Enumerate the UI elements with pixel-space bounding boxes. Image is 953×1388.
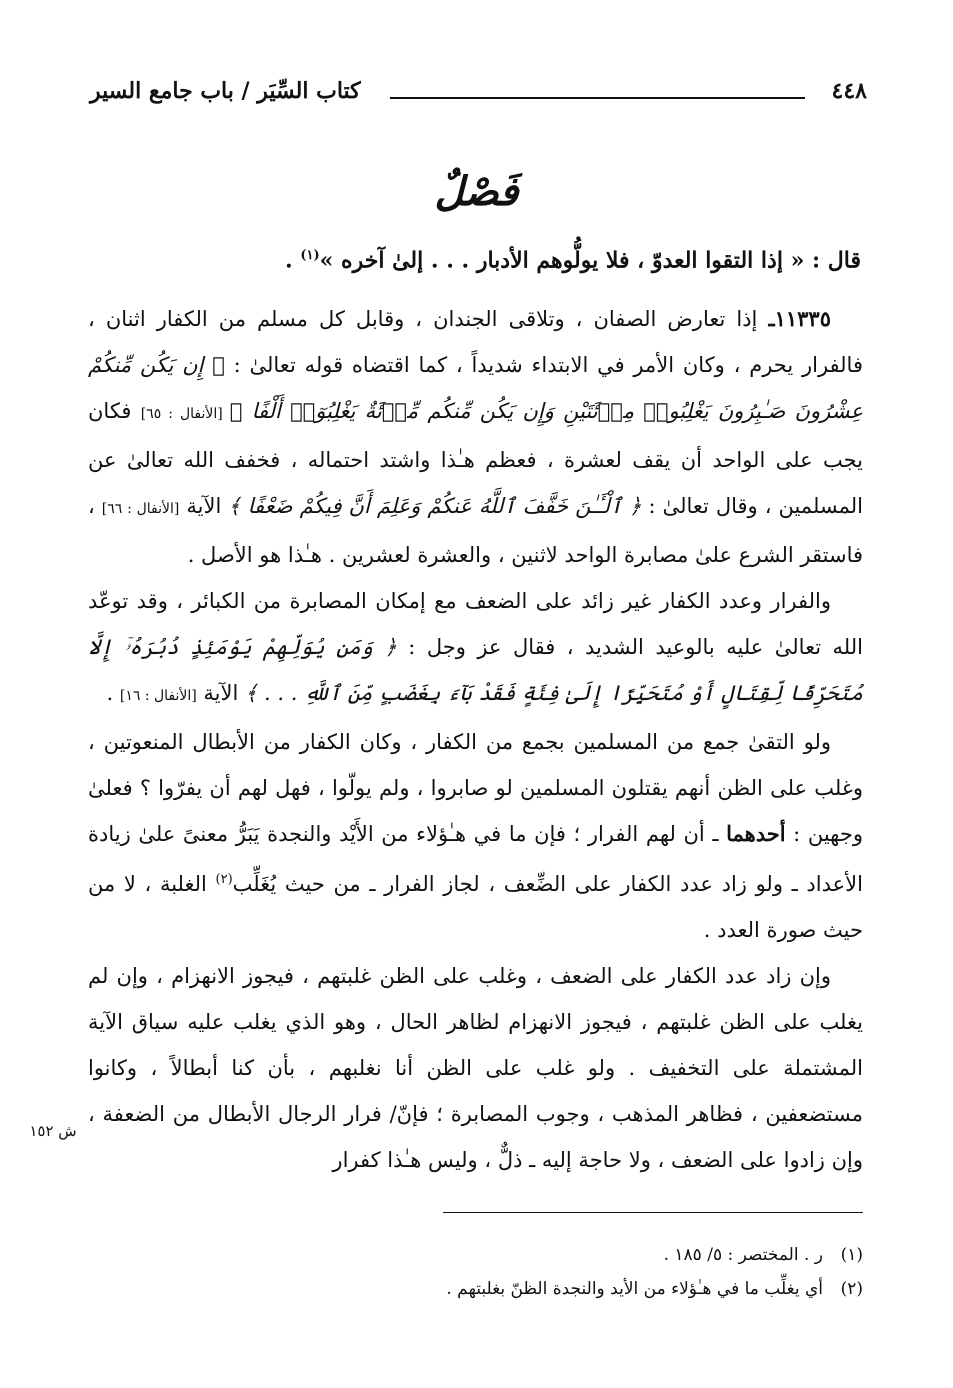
lead-text: قال : « إذا التقوا العدوّ ، فلا يولُّوهم الأدبار . . . إلىٰ آخره » (319, 247, 861, 274)
header-rule (390, 97, 805, 99)
quran-verse-1: ﴿ إِن يَكُن مِّنكُمْ عِشْرُونَ صَـٰبِرُونَ يَغْلِبُوا۟ مِا۟ئَتَيْنِ وَإِن يَكُن مِّنكُم مِّا۟ئَةٌ يَغْلِبُوٓا۟ أَلْفًا ﴾ (88, 353, 863, 423)
page-number: ٤٤٨ (831, 78, 867, 104)
paragraph-3 (88, 719, 863, 953)
footnote-separator (443, 1212, 863, 1213)
paragraph-1-text-c: الآية (179, 494, 229, 518)
header-title: كتاب السِّيَر / باب جامع السير (90, 78, 361, 104)
body-text (88, 296, 863, 1183)
footnote-ref-2: (٢) (215, 872, 233, 887)
footnote-1 (90, 1238, 863, 1272)
paragraph-1-text-a: إذا تعارض الصفان ، وتلاقى الجندان ، وقابل كل مسلم من الكفار اثنان ، فالفرار يحرم ، وكان الأمر في الابتداء شديداً ، كما اقتضاه قوله تعالىٰ : (88, 307, 863, 377)
paragraph-2-text-b: الآية (196, 681, 246, 705)
margin-note: ش ١٥٢ (29, 1122, 77, 1140)
verse-ref-1: [الأنفال : ٦٥] (140, 406, 230, 422)
quran-verse-3: ﴿ وَمَن يُوَلِّهِمْ يَوْمَئِذٍ دُبُرَهُۥٓ إِلَّا مُتَحَرِّفًا لِّقِتَالٍ أَوْ مُتَحَيِّزًا إِلَىٰ فِئَةٍ فَقَدْ بَآءَ بِغَضَبٍ مِّنَ ٱللَّهِ . . . ﴾ (88, 635, 863, 705)
section-title: فَصْلٌ (434, 168, 519, 215)
paragraph-1-text-b: فكان يجب على الواحد أن يقف لعشرة ، فعظم هـٰذا واشتد احتماله ، فخفف الله تعالىٰ عن المسلمين ، وقال تعالىٰ : (88, 399, 864, 518)
footnote-ref-1: (١) (300, 248, 320, 263)
paragraph-4 (88, 953, 863, 1183)
quran-verse-2: ﴿ ٱلْـَٔـٰنَ خَفَّفَ ٱللَّهُ عَنكُمْ وَعَلِمَ أَنَّ فِيكُمْ ضَعْفًا ﴾ (228, 494, 642, 518)
footnote-mark: (١) (840, 1245, 863, 1265)
lead-end: . (285, 247, 301, 274)
paragraph-1-text-d: ، فاستقر الشرع علىٰ مصابرة الواحد لاثنين ، والعشرة لعشرين . هـٰذا هو الأصل . (88, 494, 863, 567)
paragraph-2-text-a: والفرار وعدد الكفار غير زائد على الضعف مع إمكان المصابرة من الكبائر ، وقد توعّد الله تعالىٰ عليه بالوعيد الشديد ، فقال عز وجل : (88, 589, 863, 659)
footnote-text: ر . المختصر : ٥/ ١٨٥ . (663, 1245, 823, 1265)
paragraph-4-text: وإن زاد عدد الكفار على الضعف ، وغلب على الظن غلبتهم ، فيجوز الانهزام ، وإن لم يغلب على الظن غلبتهم ، فيجوز الانهزام لظاهر الحال ، وهو الذي يغلب عليه سياق الآية المشتملة على التخفيف . ولو غلب على الظن أنا نغلبهم ، بأن كنا أبطالاً ، وكانوا مستضعفين ، فظاهر المذهب ، وجوب المصابرة ؛ فإنّ/ فرار الرجال الأبطال من الضعفة ، وإن زادوا على الضعف ، ولا حاجة إليه ـ ذلٌّ ، وليس هـٰذا كفرار (88, 964, 863, 1172)
verse-ref-3: [الأنفال : ١٦] (119, 688, 197, 704)
footnote-text: أي يغلِّب ما في هـٰؤلاء من الأيد والنجدة الظنّ بغلبتهم . (446, 1279, 823, 1299)
paragraph-3-text-b: ـ أن لهم الفرار ؛ فإن ما في هـٰؤلاء من الأَيْد والنجدة يَبَرُّ معنىً علىٰ زيادة الأعداد ـ ولو زاد عدد الكفار على الضِّعف ، لجاز الفرار ـ من حيث يُغَلِّب (88, 822, 863, 896)
footnote-mark: (٢) (840, 1279, 863, 1299)
lead-quote (90, 236, 861, 280)
footnotes (90, 1238, 863, 1306)
running-header (90, 78, 867, 112)
paragraph-2 (88, 578, 863, 719)
paragraph-2-end: . (106, 681, 120, 705)
paragraph-3-text-c: الغلبة ، لا من حيث صورة العدد . (88, 872, 863, 942)
footnote-2 (90, 1272, 863, 1306)
keyword-ahaduhuma: أحدهما (726, 821, 786, 846)
paragraph-1 (88, 296, 863, 578)
paragraph-3-text-a: ولو التقىٰ جمع من المسلمين بجمع من الكفار ، وكان الكفار من الأبطال المنعوتين ، وغلب على الظن أنهم يقتلون المسلمين لو صابروا ، ولم يولّوا ، فهل لهم أن يفرّوا ؟ فعلىٰ وجهين : (88, 730, 863, 846)
paragraph-number: ١١٣٣٥ـ (768, 306, 831, 331)
verse-ref-2: [الأنفال : ٦٦] (101, 501, 180, 517)
